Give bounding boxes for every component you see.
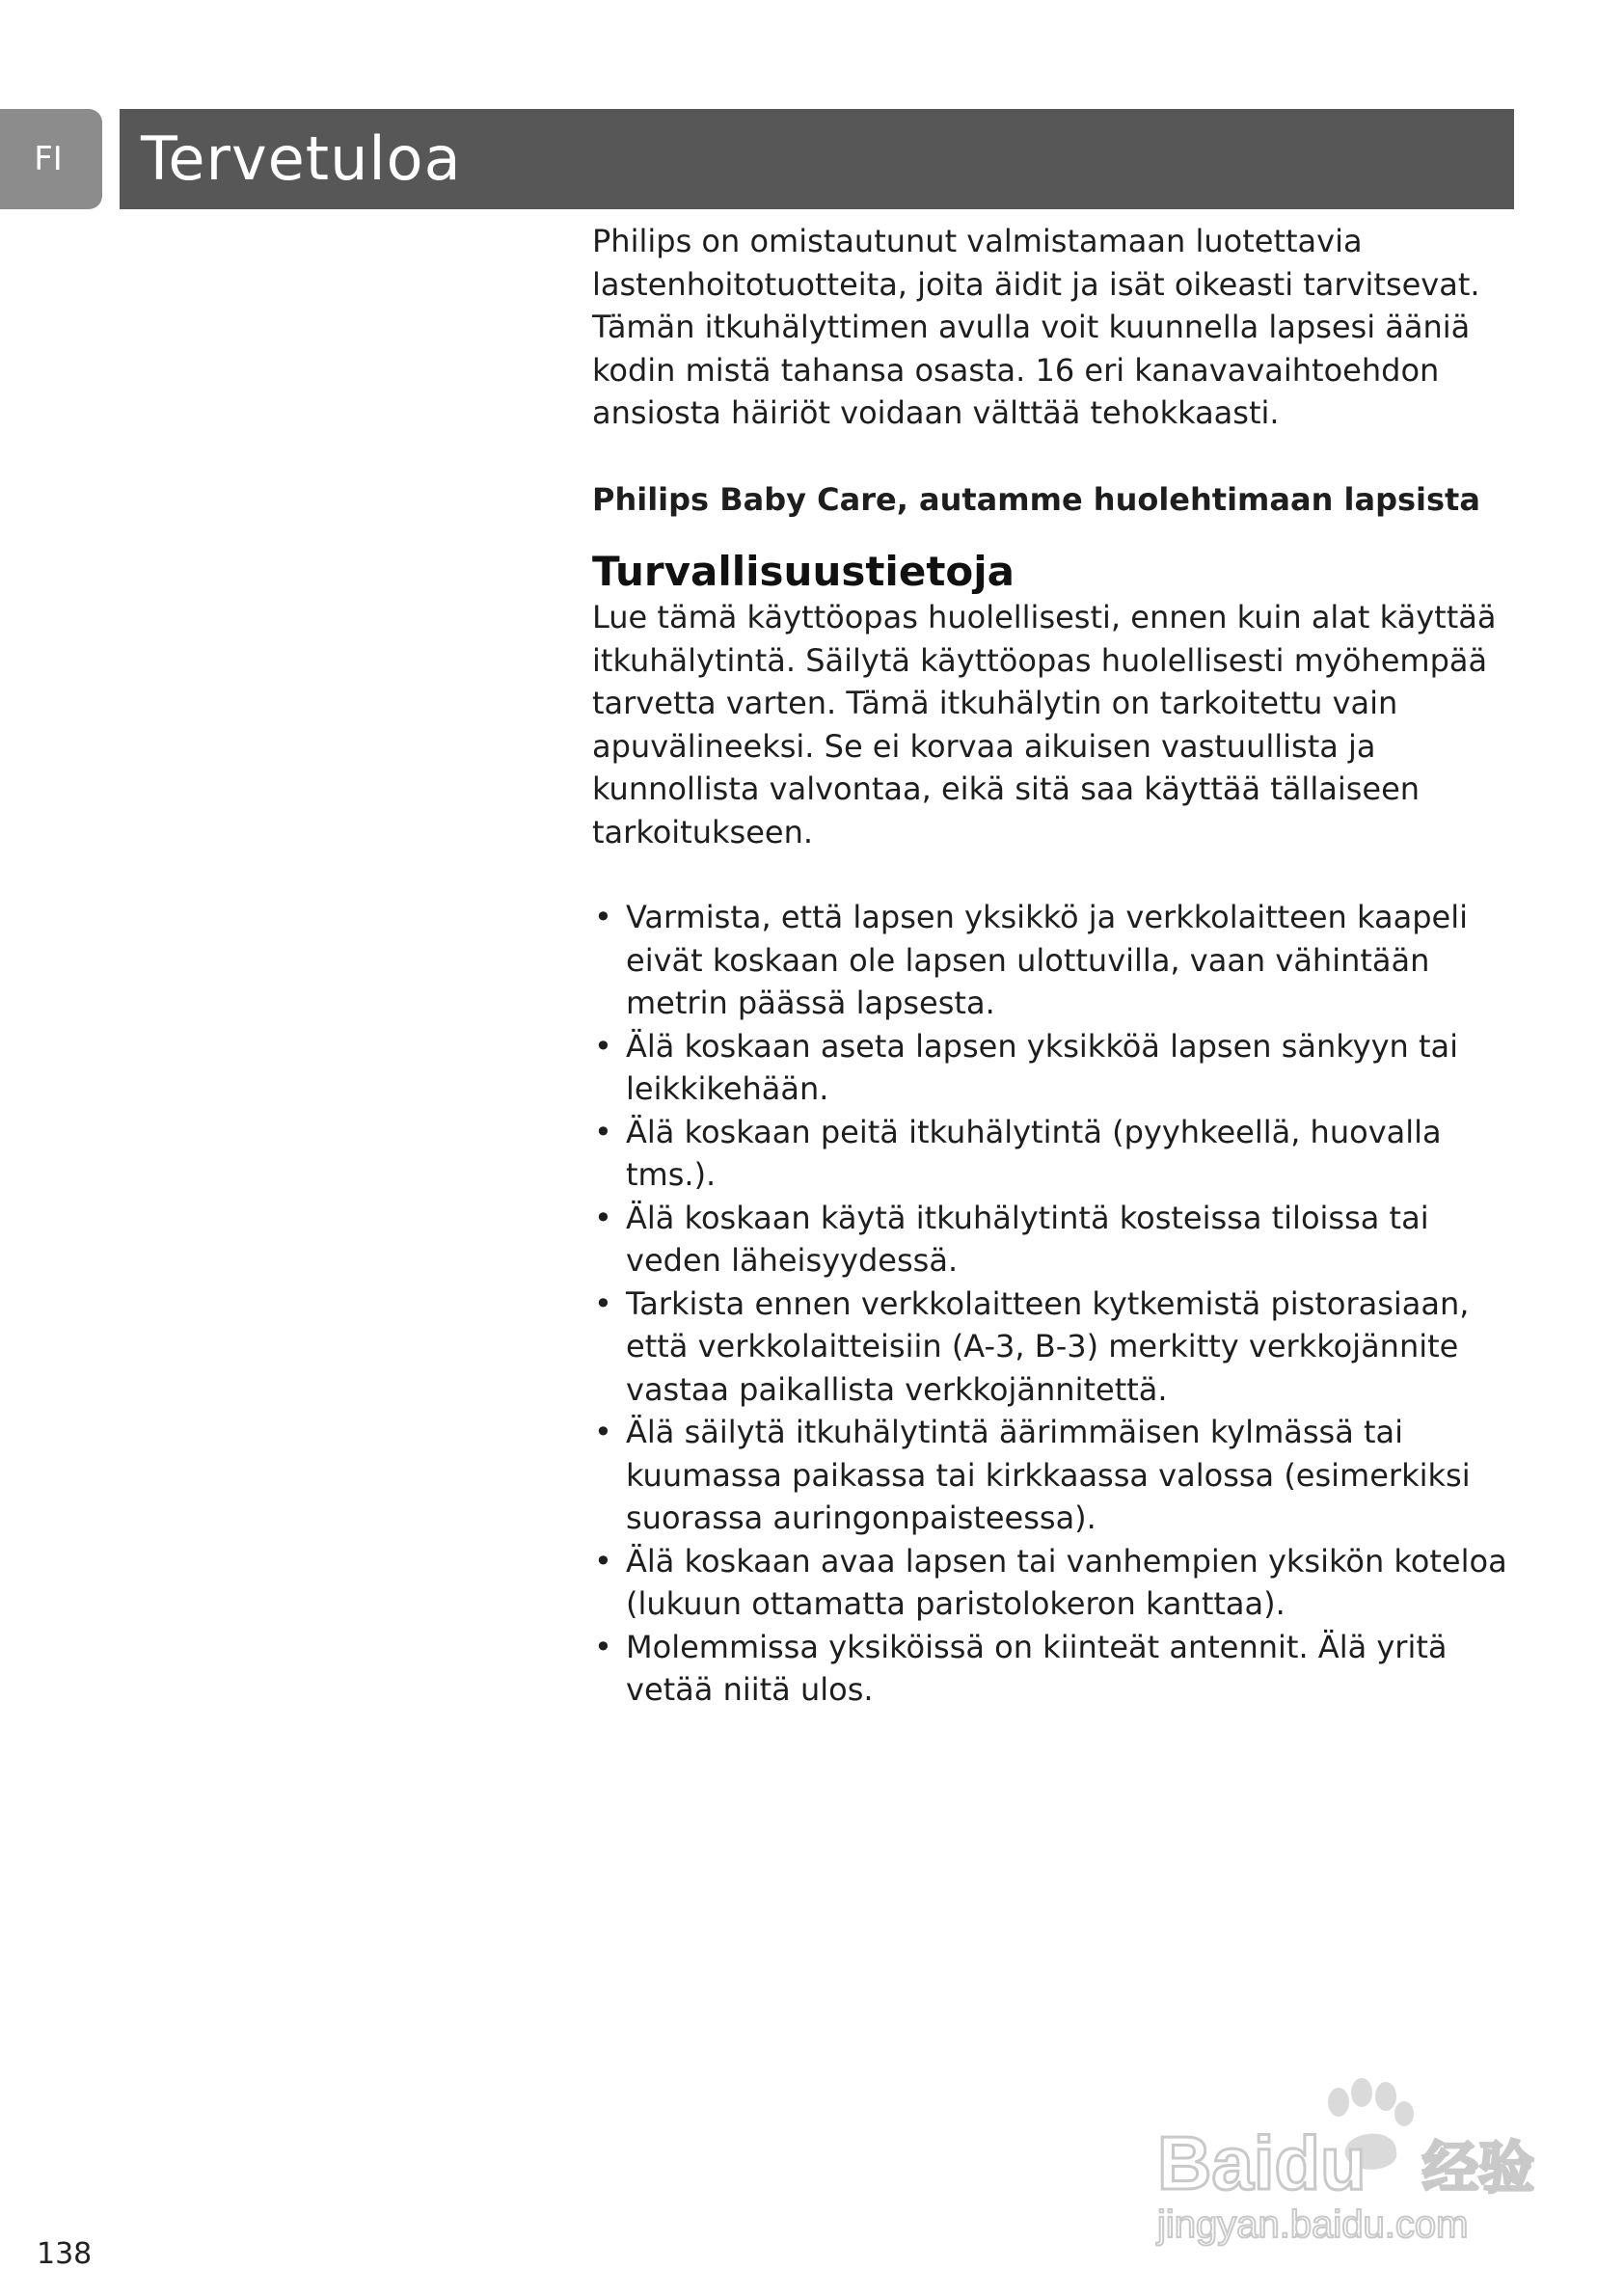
list-item-text: Älä säilytä itkuhälytintä äärimmäisen kylmässä tai kuumassa paikassa tai kirkkaassa valossa (esimerkiksi suorassa auringonpaisteessa). [626, 1414, 1471, 1536]
list-item [592, 1025, 1518, 1111]
language-tab: FI [0, 109, 102, 209]
safety-paragraph: Lue tämä käyttöopas huolellisesti, ennen kuin alat käyttää itkuhälytintä. Säilytä käyttöopas huolellisesti myöhempää tarvetta varten. Tämä itkuhälytin on tarkoitettu vain apuvälineeksi. Se ei korvaa aikuisen vastuullista ja kunnollista valvontaa, eikä sitä saa käyttää tällaiseen tarkoitukseen. [592, 599, 1497, 851]
list-item [592, 1197, 1518, 1283]
list-item-text: Älä koskaan käytä itkuhälytintä kosteissa tiloissa tai veden läheisyydessä. [626, 1199, 1429, 1279]
watermark-brand: Baidu [1157, 2120, 1367, 2205]
bullet-icon: • [594, 1628, 612, 1665]
safety-list [592, 896, 1518, 1712]
list-item [592, 1411, 1518, 1540]
list-item [592, 1283, 1518, 1412]
list-item [592, 1626, 1518, 1712]
bullet-icon: • [594, 1284, 612, 1322]
list-item-text: Varmista, että lapsen yksikkö ja verkkolaitteen kaapeli eivät koskaan ole lapsen ulottuvilla, vaan vähintään metrin päässä lapsesta. [626, 899, 1468, 1021]
bullet-icon: • [594, 1542, 612, 1580]
list-item [592, 1111, 1518, 1197]
list-item-text: Molemmissa yksiköissä on kiinteät antennit. Älä yritä vetää niitä ulos. [626, 1628, 1448, 1708]
baidu-watermark-logo [1148, 2064, 1553, 2247]
watermark-url: jingyan.baidu.com [1157, 2203, 1469, 2246]
list-item [592, 896, 1518, 1025]
bullet-icon: • [594, 899, 612, 935]
list-item-text: Älä koskaan aseta lapsen yksikköä lapsen sänkyyn tai leikkikehään. [626, 1027, 1459, 1107]
main-content [592, 220, 1518, 1712]
intro-paragraph: Philips on omistautunut valmistamaan luotettavia lastenhoitotuotteita, joita äidit ja isät oikeasti tarvitsevat. Tämän itkuhälyttimen avulla voit kuunnella lapsesi ääniä kodin mistä tahansa osasta. 16 eri kanavavaihtoehdon ansiosta häiriöt voidaan välttää tehokkaasti. [592, 223, 1480, 431]
bullet-icon: • [594, 1414, 612, 1450]
list-item [592, 1540, 1518, 1626]
safety-heading: Turvallisuustietoja [592, 548, 1015, 595]
page-title: Tervetuloa [141, 123, 462, 194]
list-item-text: Tarkista ennen verkkolaitteen kytkemistä pistorasiaan, että verkkolaitteisiin (A-3, B-3) merkitty verkkojännite vastaa paikallista verkkojännitettä. [626, 1284, 1470, 1408]
tagline: Philips Baby Care, autamme huolehtimaan lapsista [592, 480, 1480, 518]
bullet-icon: • [594, 1199, 612, 1236]
list-item-text: Älä koskaan avaa lapsen tai vanhempien yksikön koteloa (lukuun ottamatta paristolokeron kanttaa). [626, 1542, 1507, 1622]
page-number: 138 [37, 2237, 93, 2271]
bullet-icon: • [594, 1027, 612, 1065]
bullet-icon: • [594, 1113, 612, 1150]
watermark-chinese: 经验 [1422, 2135, 1535, 2201]
list-item-text: Älä koskaan peitä itkuhälytintä (pyyhkeellä, huovalla tms.). [626, 1113, 1442, 1193]
page-title-bar [120, 109, 1514, 209]
